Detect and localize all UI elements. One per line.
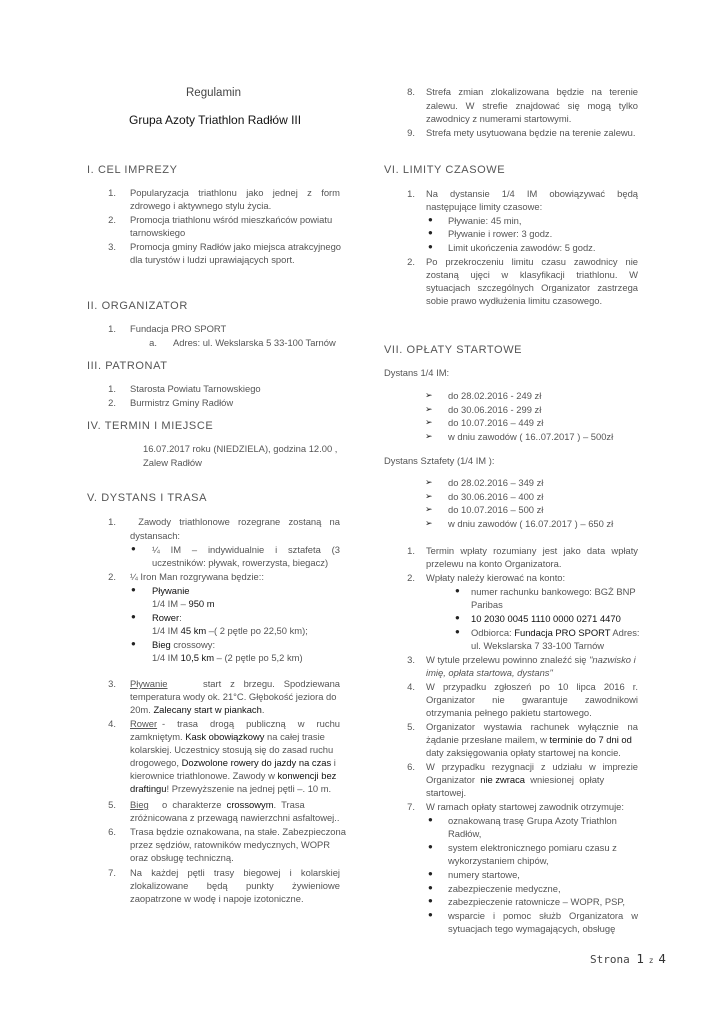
list-item: numery startowe, <box>448 869 520 880</box>
event-place: Zalew Radłów <box>143 457 202 468</box>
page-number: 1 <box>636 951 644 966</box>
list-item: Limit ukończenia zawodów: 5 godz. <box>448 242 596 253</box>
list-item: Pływanie i rower: 3 godz. <box>448 228 553 239</box>
bullet-icon: ● <box>455 613 460 622</box>
event-title: Grupa Azoty Triathlon Radłów III <box>129 113 302 127</box>
bike-term: Rower <box>130 718 158 729</box>
arrow-bullet-icon: ➢ <box>425 518 433 528</box>
page-total: 4 <box>658 951 666 966</box>
event-date: 16.07.2017 roku (NIEDZIELA), godzina 12.00 , <box>143 443 338 454</box>
list-item: Pływanie: 45 min, <box>448 215 522 226</box>
list-item: wsparcie i pomoc służb Organizatora w <box>448 910 638 921</box>
arrow-bullet-icon: ➢ <box>425 417 433 427</box>
list-item: do 28.02.2016 – 349 zł <box>448 477 544 488</box>
list-item: w dniu zawodów ( 16..07.2017 ) – 500zł <box>448 431 614 442</box>
fee-distance-individual: Dystans 1/4 IM: <box>384 367 450 378</box>
bank-name: numer rachunku bankowego: BGŻ BNP <box>471 586 636 597</box>
section-heading-goal: I. CEL IMPREZY <box>87 164 178 176</box>
bullet-icon: ● <box>131 639 136 648</box>
page-footer: Strona 1 z 4 <box>590 951 666 966</box>
run-term: Bieg <box>130 799 149 810</box>
section-heading-date-place: IV. TERMIN I MIEJSCE <box>87 420 214 432</box>
account-number: 10 2030 0045 1110 0000 0271 4470 <box>471 613 621 624</box>
recipient: Odbiorca: Fundacja PRO SPORT Adres: <box>471 627 640 638</box>
section-heading-organizer: II. ORGANIZATOR <box>87 300 188 312</box>
organizer-address: Adres: ul. Wekslarska 5 33-100 Tarnów <box>173 337 336 348</box>
list-item: zdrowego i aktywnego stylu życia. <box>130 200 272 211</box>
bullet-icon: ● <box>428 842 433 851</box>
section-heading-fees: VII. OPŁATY STARTOWE <box>384 344 523 356</box>
arrow-bullet-icon: ➢ <box>425 477 433 487</box>
bullet-icon: ● <box>428 242 433 251</box>
list-item: Promocja triathlonu wśród mieszkańców powiatu <box>130 214 333 225</box>
bullet-icon: ● <box>428 215 433 224</box>
arrow-bullet-icon: ➢ <box>425 504 433 514</box>
bullet-icon: ● <box>428 815 433 824</box>
swim-distance: 1/4 IM – 950 m <box>152 598 215 609</box>
bullet-icon: ● <box>428 883 433 892</box>
list-item: tarnowskiego <box>130 227 186 238</box>
list-item: system elektronicznego pomiaru czasu z <box>448 842 617 853</box>
bullet-icon: ● <box>428 228 433 237</box>
bike-distance: 1/4 IM 45 km –( 2 pętle po 22,50 km); <box>152 625 308 636</box>
arrow-bullet-icon: ➢ <box>425 431 433 441</box>
bullet-icon: ● <box>455 627 460 636</box>
list-item: w dniu zawodów ( 16.07.2017 ) – 650 zł <box>448 518 614 529</box>
arrow-bullet-icon: ➢ <box>425 491 433 501</box>
list-item: zabezpieczenie medyczne, <box>448 883 561 894</box>
run-label: Bieg crossowy: <box>152 639 216 650</box>
list-item: dla turystów i ludzi uprawiających sport. <box>130 254 295 265</box>
bullet-icon: ● <box>428 896 433 905</box>
bullet-icon: ● <box>131 585 136 594</box>
arrow-bullet-icon: ➢ <box>425 404 433 414</box>
list-item: do 28.02.2016 - 249 zł <box>448 390 542 401</box>
bullet-icon: ● <box>131 612 136 621</box>
fee-distance-relay: Dystans Sztafety (1/4 IM ): <box>384 455 495 466</box>
run-distance: 1/4 IM 10,5 km – (2 pętle po 5,2 km) <box>152 652 303 663</box>
list-item: zabezpieczenie ratownicze – WOPR, PSP, <box>448 896 625 907</box>
organizer-name: Fundacja PRO SPORT <box>130 323 227 334</box>
section-heading-distance: V. DYSTANS I TRASA <box>87 492 208 504</box>
list-item: Popularyzacja triathlonu jako jednej z form <box>130 187 340 198</box>
arrow-bullet-icon: ➢ <box>425 390 433 400</box>
document-title: Regulamin <box>186 87 241 99</box>
recipient-address: ul. Wekslarska 7 33-100 Tarnów <box>471 640 605 651</box>
bullet-icon: ● <box>428 869 433 878</box>
bike-label: Rower: <box>152 612 182 623</box>
list-item: do 30.06.2016 – 400 zł <box>448 491 544 502</box>
section-heading-time-limits: VI. LIMITY CZASOWE <box>384 164 506 176</box>
list-item: oznakowaną trasę Grupa Azoty Triathlon <box>448 815 617 826</box>
swim-label: Pływanie <box>152 585 190 596</box>
list-item: Burmistrz Gminy Radłów <box>130 397 234 408</box>
bullet-icon: ● <box>131 544 136 553</box>
swim-term: Pływanie <box>130 678 168 689</box>
list-item: do 30.06.2016 - 299 zł <box>448 404 542 415</box>
bullet-icon: ● <box>455 586 460 595</box>
bullet-icon: ● <box>428 910 433 919</box>
list-item: Starosta Powiatu Tarnowskiego <box>130 383 261 394</box>
list-item: do 10.07.2016 – 449 zł <box>448 417 544 428</box>
list-item: Promocja gminy Radłów jako miejsca atrakcyjnego <box>130 241 342 252</box>
list-item: do 10.07.2016 – 500 zł <box>448 504 544 515</box>
section-heading-patronage: III. PATRONAT <box>87 360 168 372</box>
